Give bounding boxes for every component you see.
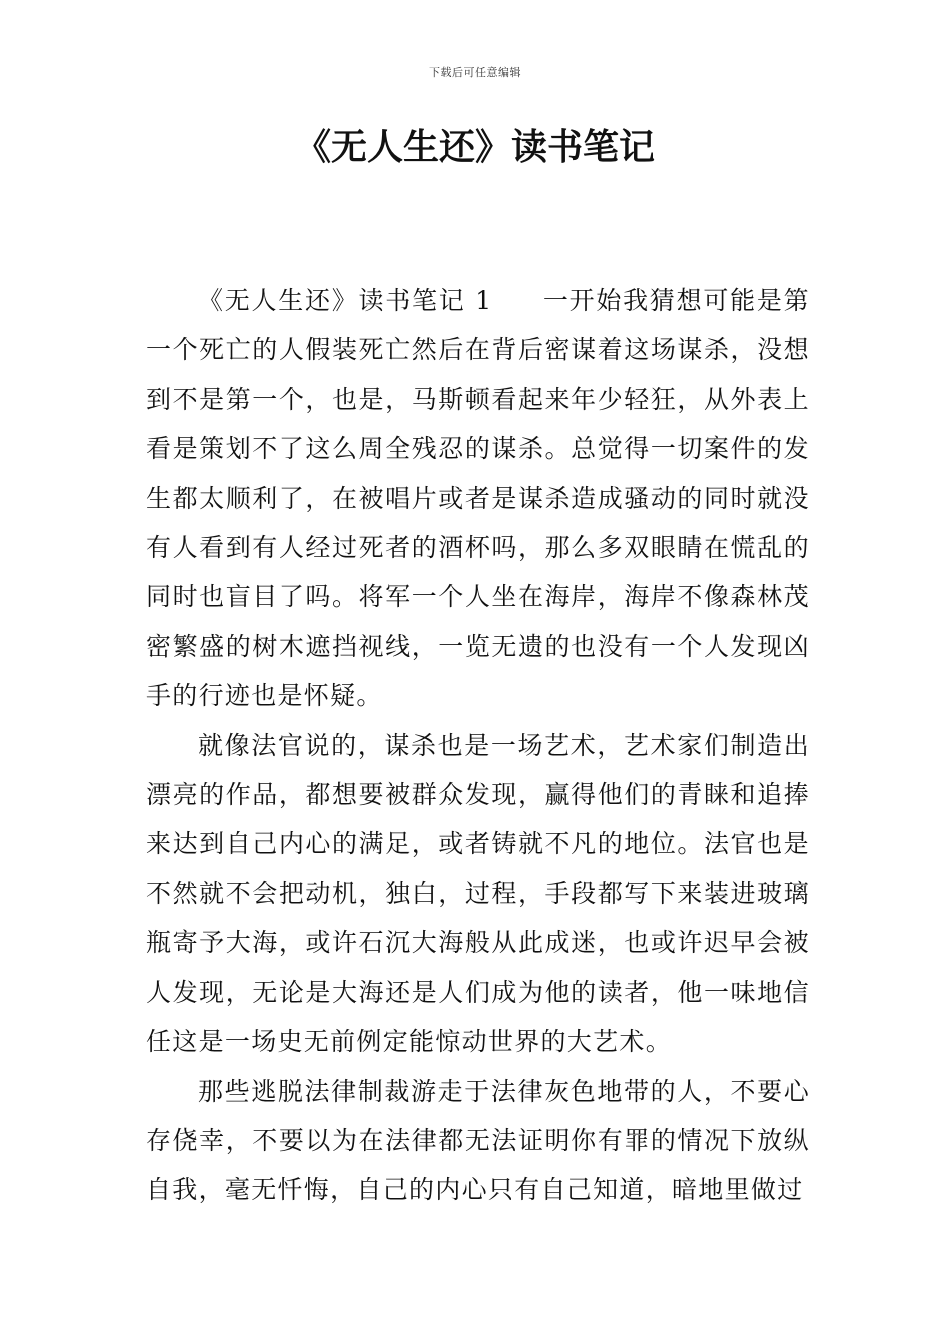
paragraph-1-text: 一开始我猜想可能是第一个死亡的人假装死亡然后在背后密谋着这场谋杀，没想到不是第一个，也是，马斯顿看起来年少轻狂，从外表上看是策划不了这么周全残忍的谋杀。总觉得一切案件的发生都太顺利了，在被唱片或者是谋杀造成骚动的同时就没有人看到有人经过死者的酒杯吗，那么多双眼睛在慌乱的同时也盲目了吗。将军一个人坐在海岸，海岸不像森林茂密繁盛的树木遮挡视线，一览无遗的也没有一个人发现凶手的行迹也是怀疑。 [146, 286, 810, 711]
paragraph-2: 就像法官说的，谋杀也是一场艺术，艺术家们制造出漂亮的作品，都想要被群众发现，赢得他们的青睐和追捧来达到自己内心的满足，或者铸就不凡的地位。法官也是不然就不会把动机，独白，过程，手段都写下来装进玻璃瓶寄予大海，或许石沉大海般从此成迷，也或许迟早会被人发现，无论是大海还是人们成为他的读者，他一味地信任这是一场史无前例定能惊动世界的大艺术。 [146, 730, 810, 1057]
document-body [146, 276, 810, 1215]
header-note: 下载后可任意编辑 [429, 66, 521, 79]
paragraph-1 [146, 276, 810, 721]
paragraph-1-lead: 《无人生还》读书笔记 1 [198, 286, 493, 315]
paragraph-3: 那些逃脱法律制裁游走于法律灰色地带的人，不要心存侥幸，不要以为在法律都无法证明你有罪的情况下放纵自我，毫无忏悔，自己的内心只有自己知道，暗地里做过 [146, 1076, 810, 1205]
document-title: 《无人生还》读书笔记 [294, 127, 655, 168]
